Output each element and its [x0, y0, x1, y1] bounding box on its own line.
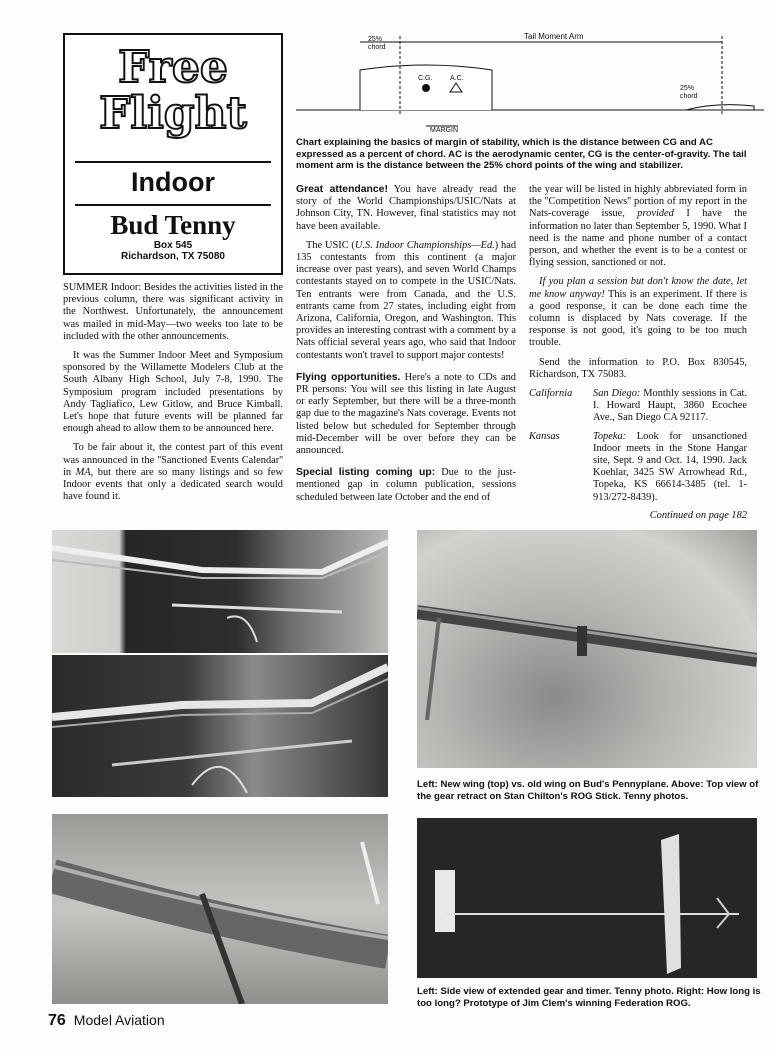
listing-text-california [593, 388, 747, 425]
title-free: Free [118, 42, 228, 93]
ac-label: A.C. [450, 75, 464, 82]
listing-state-california: California [529, 388, 573, 400]
listing-state-kansas: Kansas [529, 430, 560, 442]
listing-detail-topeka: Look for unsanctioned Indoor meets in the Stone Hangar site, Sept. 9 and Oct. 14, 1990. Jack Koehlar, 3425 SW Arrowhead Rd., Topeka, KS 66614-3485 (tel. 1-913/272-8439). [593, 430, 747, 503]
photo-gear-retract [417, 530, 757, 768]
heading-flying-opportunities: Flying opportunities. [296, 371, 401, 383]
col2-p4-text: Due to the just-mentioned gap in column publication, sessions scheduled between late October and the end of [296, 467, 516, 503]
col2-paragraph-2 [296, 240, 516, 362]
margin-label: MARGIN [430, 127, 458, 132]
section-title: Indoor [131, 167, 215, 197]
col1-p3-text-a: To be fair about it, the contest part of this event was announced in the ''Sanctioned Events Calendar'' in [63, 442, 283, 478]
column-3 [529, 184, 747, 522]
col2-p1-text: You have already read the story of the World Championships/USIC/Nats at Johnson City, TN. However, final statistics may not have been available. [296, 184, 516, 232]
photo-new-wing-image [52, 530, 388, 653]
col1-paragraph-1: SUMMER Indoor: Besides the activities listed in the previous column, there was significant activity in the Northwest. Unfortunately, the announcement was mailed in mid-May—two weeks too late to be included with the other announcements. [63, 282, 283, 342]
author-address [65, 240, 281, 262]
magazine-name: Model Aviation [73, 1012, 165, 1028]
photo-caption-2: Left: Side view of extended gear and timer. Tenny photo. Right: How long is too long? Prototype of Jim Clem's winning Federation ROG. [417, 986, 761, 1009]
author-city: Richardson, TX 75080 [121, 251, 225, 262]
chord-label-top2: chord [368, 44, 386, 51]
column-1 [63, 282, 283, 510]
column-title-box [63, 33, 283, 275]
photo-extended-gear-image [52, 814, 388, 1004]
col2-p2-text-a: The USIC ( [306, 239, 355, 251]
col3-p1-italic: provided [637, 208, 674, 220]
col3-paragraph-3: Send the information to P.O. Box 830545, Richardson, TX 75083. [529, 356, 747, 380]
col1-paragraph-2: It was the Summer Indoor Meet and Symposium sponsored by the Willamette Modelers Club at the South Albany High School, July 7-8, 1990. The Symposium program included presentations by Andy Tagliafico, Lew Gitlow, and Bruce Kimball. Let's hope that future events will be planned far enough ahead to allow them to be announced here. [63, 350, 283, 435]
photo-federation-rog-image [417, 818, 757, 978]
chord-label-right: 25% [680, 85, 695, 92]
author-box: Box 545 [153, 240, 193, 251]
title-divider-bottom [75, 204, 271, 206]
listing-kansas [529, 431, 747, 504]
col1-p3-italic: MA [75, 466, 91, 478]
heading-special-listing: Special listing coming up: [296, 467, 436, 479]
page-number: 76 [48, 1012, 66, 1029]
listing-city-topeka: Topeka: [593, 430, 627, 442]
photo-federation-rog [417, 818, 757, 978]
chord-label-right2: chord [680, 93, 698, 100]
listing-california [529, 388, 747, 425]
chord-label-top: 25% [368, 36, 383, 43]
author-name: Bud Tenny [110, 210, 236, 240]
listing-detail-san-diego: Monthly sessions in Cat. I. Howard Haupt, 3860 Ecochee Ave., San Diego CA 92117. [593, 388, 747, 424]
cg-symbol [422, 84, 430, 92]
diagram-caption: Chart explaining the basics of margin of stability, which is the distance between CG and AC expressed as a percent of chord. AC is the aerodynamic center, CG is the center-of-gravity. The tail moment arm is the distance between the 25% chord points of the wing and stabilizer. [296, 137, 747, 171]
col2-paragraph-1 [296, 184, 516, 233]
title-free-flight [65, 42, 281, 139]
photo-gear-retract-image [417, 530, 757, 768]
title-flight: Flight [99, 88, 247, 139]
col3-paragraph-2 [529, 276, 747, 349]
photo-old-wing-image [52, 655, 388, 797]
col3-p1-text-a: the year will be listed in highly abbreviated form in the ''Competition News'' portion of my report in the Nats-coverage issue, [529, 184, 747, 220]
col2-paragraph-4 [296, 467, 516, 504]
column-2 [296, 184, 516, 511]
col3-p2-text: This is an experiment. If there is a good response, it can be done each time the column is displaced by Nats coverage. If the response is not good, it's going to be too much trouble. [529, 288, 747, 349]
listing-text-kansas [593, 431, 747, 504]
title-divider-top [75, 161, 271, 163]
col3-p2-italic: If you plan a session but don't know the date, let me know anyway! [529, 276, 747, 300]
photo-new-wing [52, 530, 388, 653]
col2-p2-text-b: ) had 135 contestants from this continent (a major increase over past years), and seven World Champs contestants stayed on to compete in the USIC/Nats. Ten entrants were from Canada, and the U.S. entrants came from 27 states, including eight from Arizona, California, Oregon, and Washington. This provides an interesting contrast with a comment by a Nats official several years ago, who said that Indoor contestants won't travel to support major contests! [296, 239, 517, 361]
col2-paragraph-3 [296, 372, 516, 457]
col3-p1-text-b: I have the information no later than September 5, 1990. What I need is the name and phone number of a contact person, and whether the event is to be a contest or flying session, sanctioned or not. [529, 208, 747, 269]
tail-moment-arm-label: Tail Moment Arm [524, 32, 584, 41]
photo-caption-1: Left: New wing (top) vs. old wing on Bud's Pennyplane. Above: Top view of the gear retract on Stan Chilton's ROG Stick. Tenny photos. [417, 779, 759, 802]
stability-diagram [296, 28, 764, 132]
col3-paragraph-1 [529, 184, 747, 269]
continued-note: Continued on page 182 [649, 509, 747, 521]
col2-p3-text: Here's a note to CDs and PR persons: You will see this listing in late August or early September, but there will be a three-month gap due to the magazine's Nats coverage. Events not listed below but scheduled for September through mid-December will be over before they can be announced. [296, 371, 516, 457]
photo-extended-gear [52, 814, 388, 1004]
col1-p3-text-b: , but there are so many listings and so few Indoor events that only a dedicated search would have found it. [63, 466, 283, 503]
stabilizer-profile [686, 105, 754, 110]
listing-city-san-diego: San Diego: [593, 388, 641, 400]
heading-great-attendance: Great attendance! [296, 184, 388, 195]
col1-paragraph-3 [63, 442, 283, 503]
cg-label: C.G. [418, 75, 433, 82]
photo-old-wing [52, 655, 388, 797]
col2-p2-italic: U.S. Indoor Championships—Ed. [354, 239, 495, 251]
page-footer [48, 1012, 165, 1030]
